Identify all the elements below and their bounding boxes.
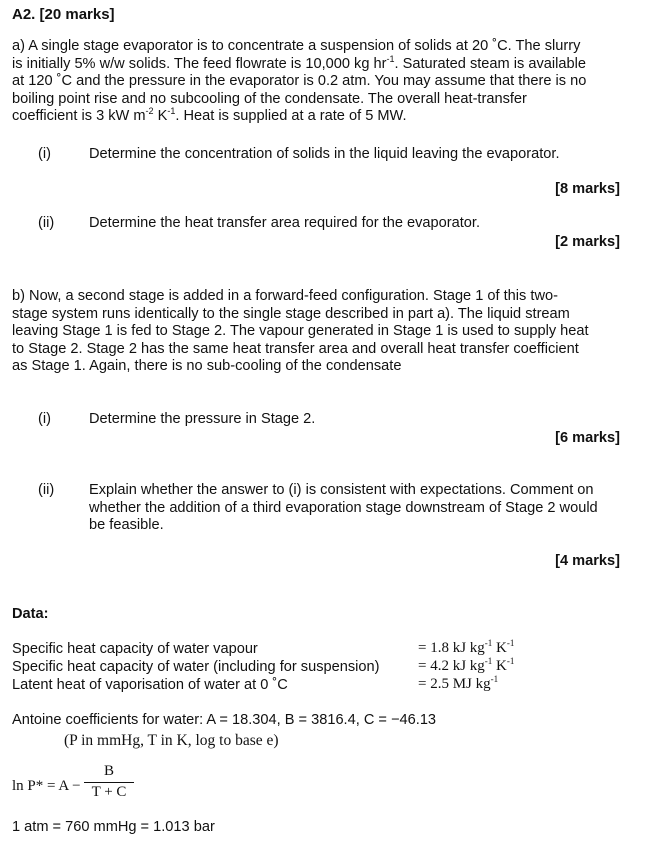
part-a-q1-number: (i) xyxy=(38,146,51,162)
data-row-label: Latent heat of vaporisation of water at 0 ˚C xyxy=(12,677,288,693)
part-b-line-5: as Stage 1. Again, there is no sub-cooling of the condensate xyxy=(12,358,402,375)
part-b-q2-number: (ii) xyxy=(38,482,55,498)
data-heading: Data: xyxy=(12,606,49,622)
part-b-q2-line-1: Explain whether the answer to (i) is consistent with expectations. Comment on xyxy=(89,482,594,498)
antoine-coefficients: Antoine coefficients for water: A = 18.304, B = 3816.4, C = −46.13 xyxy=(12,712,437,728)
antoine-equation-fraction xyxy=(84,763,134,801)
part-a-q2-number: (ii) xyxy=(38,215,55,231)
part-b-q2-line-2: whether the addition of a third evaporation stage downstream of Stage 2 would xyxy=(89,499,598,516)
data-row-value: = 2.5 MJ $kg^{-1}$ xyxy=(418,674,499,692)
antoine-equation-lhs: ln P* = A − xyxy=(12,778,81,794)
question-title: A2. [20 marks] xyxy=(12,6,115,23)
part-b-q1-text: Determine the pressure in Stage 2. xyxy=(89,411,316,427)
part-b-q1-number: (i) xyxy=(38,411,51,427)
part-b-line-4: to Stage 2. Stage 2 has the same heat transfer area and overall heat transfer coefficient xyxy=(12,340,579,357)
part-a-line-5: coefficient is 3 kW $m^{-2}$ $K^{-1}$. Heat is supplied at a rate of 5 MW. xyxy=(12,106,407,125)
part-a-paragraph xyxy=(12,38,620,126)
part-b-q2-text xyxy=(89,482,621,535)
part-a-line-4: boiling point rise and no subcooling of the condensate. The overall heat-transfer xyxy=(12,90,527,107)
fraction-bar xyxy=(84,782,134,783)
part-a-line-3: at 120 ˚C and the pressure in the evaporator is 0.2 atm. You may assume that there is no xyxy=(12,73,587,90)
part-a-q2-text: Determine the heat transfer area required for the evaporator. xyxy=(89,215,481,231)
part-a-line-2: is initially 5% w/w solids. The feed flowrate is 10,000 kg $hr^{-1}$. Saturated steam is available xyxy=(12,53,586,72)
unit-conversion: 1 atm = 760 mmHg = 1.013 bar xyxy=(12,819,215,835)
data-row-value: = 1.8 kJ $kg^{-1}$ $K^{-1}$ xyxy=(418,638,515,656)
antoine-units: (P in mmHg, T in K, log to base e) xyxy=(64,732,279,749)
part-b-paragraph xyxy=(12,288,620,376)
part-a-line-1: a) A single stage evaporator is to concentrate a suspension of solids at 20 ˚C. The slurry xyxy=(12,38,581,54)
part-b-line-3: leaving Stage 1 is fed to Stage 2. The vapour generated in Stage 1 is used to supply heat xyxy=(12,323,589,340)
fraction-numerator: B xyxy=(103,763,114,779)
part-b-q2-marks: [4 marks] xyxy=(555,553,620,569)
part-a-q1-text: Determine the concentration of solids in the liquid leaving the evaporator. xyxy=(89,146,560,162)
part-b-line-1: b) Now, a second stage is added in a forward-feed configuration. Stage 1 of this two- xyxy=(12,288,558,304)
part-a-q2-marks: [2 marks] xyxy=(555,234,620,250)
fraction-denominator: T + C xyxy=(91,784,127,800)
part-b-q2-line-3: be feasible. xyxy=(89,517,164,534)
part-a-q1-marks: [8 marks] xyxy=(555,181,620,197)
data-row-label: Specific heat capacity of water vapour xyxy=(12,641,258,657)
data-row-value: = 4.2 kJ $kg^{-1}$ $K^{-1}$ xyxy=(418,656,515,674)
part-b-q1-marks: [6 marks] xyxy=(555,430,620,446)
part-b-line-2: stage system runs identically to the single stage described in part a). The liquid stream xyxy=(12,305,570,322)
data-row-label: Specific heat capacity of water (including for suspension) xyxy=(12,659,380,675)
